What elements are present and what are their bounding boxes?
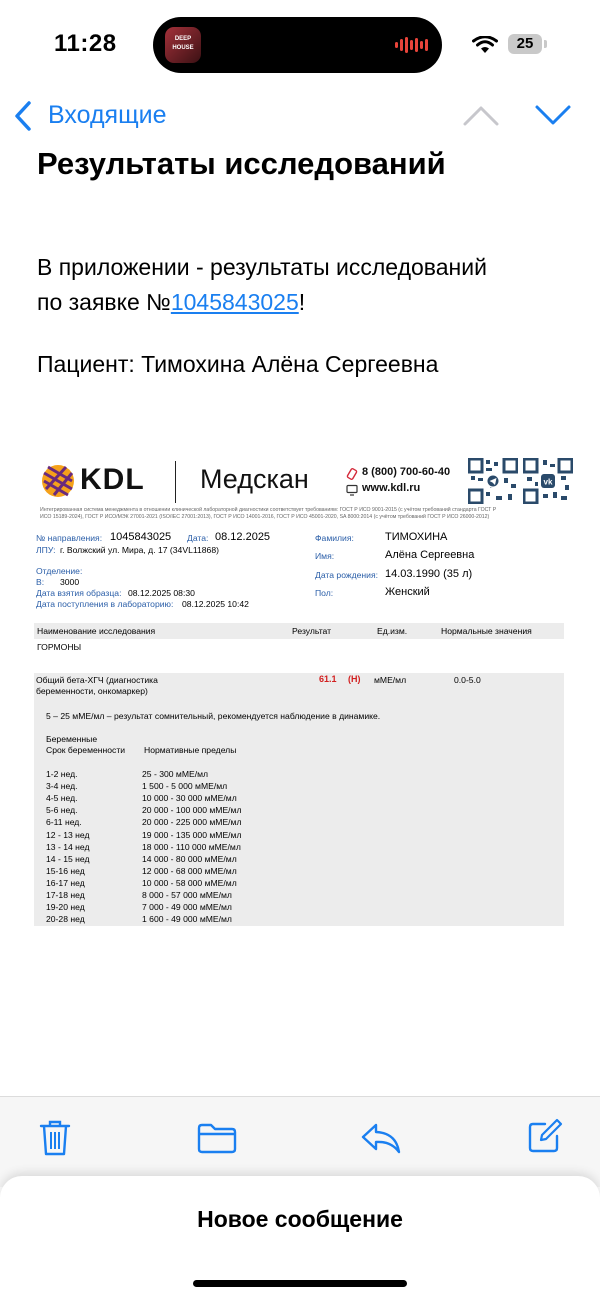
range-limits: 25 - 300 мМЕ/мл [142, 769, 209, 779]
contact-site: www.kdl.ru [362, 482, 421, 494]
arrival-date-value: 08.12.2025 10:42 [182, 599, 249, 609]
range-term: 6-11 нед. [46, 817, 82, 828]
dob-value: 14.03.1990 (35 л) [385, 568, 473, 580]
medscan-brand: Медскан [200, 464, 309, 494]
table-head-limits: Нормативные пределы [144, 745, 237, 755]
back-chevron-icon[interactable] [12, 100, 34, 132]
email-line-2-suffix: ! [298, 289, 306, 315]
contact-phone: 8 (800) 700-60-40 [362, 466, 451, 478]
now-playing-app-icon [165, 27, 201, 63]
iso-line-2: ИСО 15189-2024), ГОСТ Р ИСО/МЭК 27001-2021 (ISO/IEC 27001:2013), ГОСТ Р ИСО 14001-2016, ГОСТ Р ИСО 45001-2020, SA 8000:2014 (с учётом требований ГОСТ Р ИСО 26000-2012) [40, 514, 490, 520]
app-label-top: DEEP [174, 36, 192, 42]
range-term: 12 - 13 нед [46, 829, 90, 840]
range-limits: 18 000 - 110 000 мМЕ/мл [142, 841, 241, 852]
email-line-2-prefix: по заявке № [37, 289, 171, 315]
range-limits: 12 000 - 68 000 мМЕ/мл [142, 865, 237, 876]
range-term: 1-2 нед. [46, 769, 78, 779]
email-line-1: В приложении - результаты исследований [37, 254, 487, 280]
status-time: 11:28 [54, 30, 117, 57]
qr-telegram-icon[interactable] [468, 458, 518, 504]
col-norm-header: Нормальные значения [441, 626, 532, 636]
range-limits: 1 500 - 5 000 мМЕ/мл [142, 781, 228, 792]
compose-icon[interactable] [527, 1118, 563, 1154]
range-limits: 1 600 - 49 000 мМЕ/мл [142, 914, 232, 925]
message-toolbar [0, 1096, 600, 1187]
range-limits: 20 000 - 225 000 мМЕ/мл [142, 817, 242, 828]
name-label: Имя: [315, 551, 335, 561]
b-value: 3000 [60, 577, 80, 587]
email-subject-title: Результаты исследований [37, 146, 446, 181]
date-value: 08.12.2025 [215, 531, 271, 543]
department-label: Отделение: [36, 566, 83, 576]
qr-vk-icon[interactable] [523, 458, 573, 504]
app-label-bottom: HOUSE [172, 45, 194, 51]
test-norm: 0.0-5.0 [454, 675, 481, 685]
test-unit: мМЕ/мл [374, 675, 407, 685]
referral-label: № направления: [36, 533, 103, 543]
email-patient-line: Пациент: Тимохина Алёна Сергеевна [37, 351, 439, 377]
section-hormones: ГОРМОНЫ [37, 642, 82, 652]
dob-label: Дата рождения: [315, 570, 379, 580]
reply-icon[interactable] [361, 1122, 401, 1154]
range-limits: 7 000 - 49 000 мМЕ/мл [142, 902, 232, 913]
back-button-inbox[interactable]: Входящие [48, 101, 167, 129]
monitor-icon [346, 484, 358, 496]
battery-level: 25 [508, 34, 542, 54]
doubtful-note: 5 – 25 мМЕ/мл – результат сомнительный, рекомендуется наблюдение в динамике. [46, 711, 381, 721]
range-term: 13 - 14 нед [46, 841, 90, 852]
range-term: 15-16 нед [46, 865, 85, 876]
surname-label: Фамилия: [315, 533, 354, 543]
battery-tip [544, 40, 547, 48]
range-limits: 10 000 - 30 000 мМЕ/мл [142, 793, 237, 804]
range-limits: 14 000 - 80 000 мМЕ/мл [142, 853, 237, 864]
sex-value: Женский [385, 586, 430, 598]
range-term: 5-6 нед. [46, 805, 78, 816]
test-name-line-1: Общий бета-ХГЧ (диагностика [36, 675, 158, 685]
sample-date-label: Дата взятия образца: [36, 588, 122, 598]
surname-value: ТИМОХИНА [385, 531, 448, 543]
arrival-date-label: Дата поступления в лабораторию: [36, 599, 174, 609]
lab-results-document[interactable] [30, 453, 576, 931]
pregnant-label: Беременные [46, 734, 98, 744]
referral-value: 1045843025 [110, 531, 172, 543]
range-term: 20-28 нед [46, 914, 85, 925]
svg-text:vk: vk [543, 477, 553, 487]
iso-line-1: Интегрированная система менеджмента в отношении клинической лабораторной диагностики соответствует требованиям: ГОСТ Р ИСО 9001-2015 (с учётом требований стандарта ГОСТ Р [40, 507, 497, 513]
range-term: 4-5 нед. [46, 793, 78, 804]
lpu-value: г. Волжский ул. Мира, д. 17 (34VL11868) [60, 545, 219, 555]
range-term: 19-20 нед [46, 902, 85, 913]
audio-wave-icon [395, 36, 428, 54]
range-limits: 19 000 - 135 000 мМЕ/мл [142, 829, 242, 840]
order-number-link[interactable]: 1045843025 [170, 289, 299, 315]
new-message-title[interactable]: Новое сообщение [197, 1206, 403, 1232]
col-result-header: Результат [292, 626, 332, 636]
test-result-value: 61.1 [319, 674, 337, 684]
col-name-header: Наименование исследования [37, 626, 156, 636]
test-result-flag: (Н) [348, 674, 361, 684]
range-limits: 10 000 - 58 000 мМЕ/мл [142, 877, 237, 888]
kdl-brand: KDL [80, 463, 145, 496]
col-unit-header: Ед.изм. [377, 626, 408, 636]
date-label: Дата: [187, 533, 209, 543]
folder-icon[interactable] [197, 1122, 237, 1154]
trash-icon[interactable] [38, 1119, 72, 1157]
range-term: 14 - 15 нед [46, 853, 90, 864]
kdl-logo-icon [40, 463, 76, 499]
email-line-2 [37, 285, 577, 320]
range-term: 17-18 нед [46, 890, 85, 900]
phone-icon [346, 468, 358, 480]
home-indicator[interactable] [193, 1280, 407, 1287]
next-message-chevron-down-icon[interactable] [534, 102, 572, 128]
range-term: 16-17 нед [46, 877, 85, 888]
test-name-line-2: беременности, онкомаркер) [36, 686, 148, 696]
lpu-label: ЛПУ: [36, 545, 56, 555]
sample-date-value: 08.12.2025 08:30 [128, 588, 195, 598]
range-term: 3-4 нед. [46, 781, 78, 792]
table-head-term: Срок беременности [46, 745, 126, 755]
range-limits: 20 000 - 100 000 мМЕ/мл [142, 805, 242, 816]
dynamic-island[interactable] [153, 17, 442, 73]
b-label: В: [36, 577, 45, 587]
previous-message-chevron-up-icon[interactable] [462, 102, 500, 128]
name-value: Алёна Сергеевна [385, 549, 475, 561]
wifi-icon [472, 36, 498, 54]
email-intro-paragraph [37, 250, 577, 320]
range-limits: 8 000 - 57 000 мМЕ/мл [142, 890, 232, 900]
logo-divider [175, 461, 176, 503]
sex-label: Пол: [315, 588, 334, 598]
